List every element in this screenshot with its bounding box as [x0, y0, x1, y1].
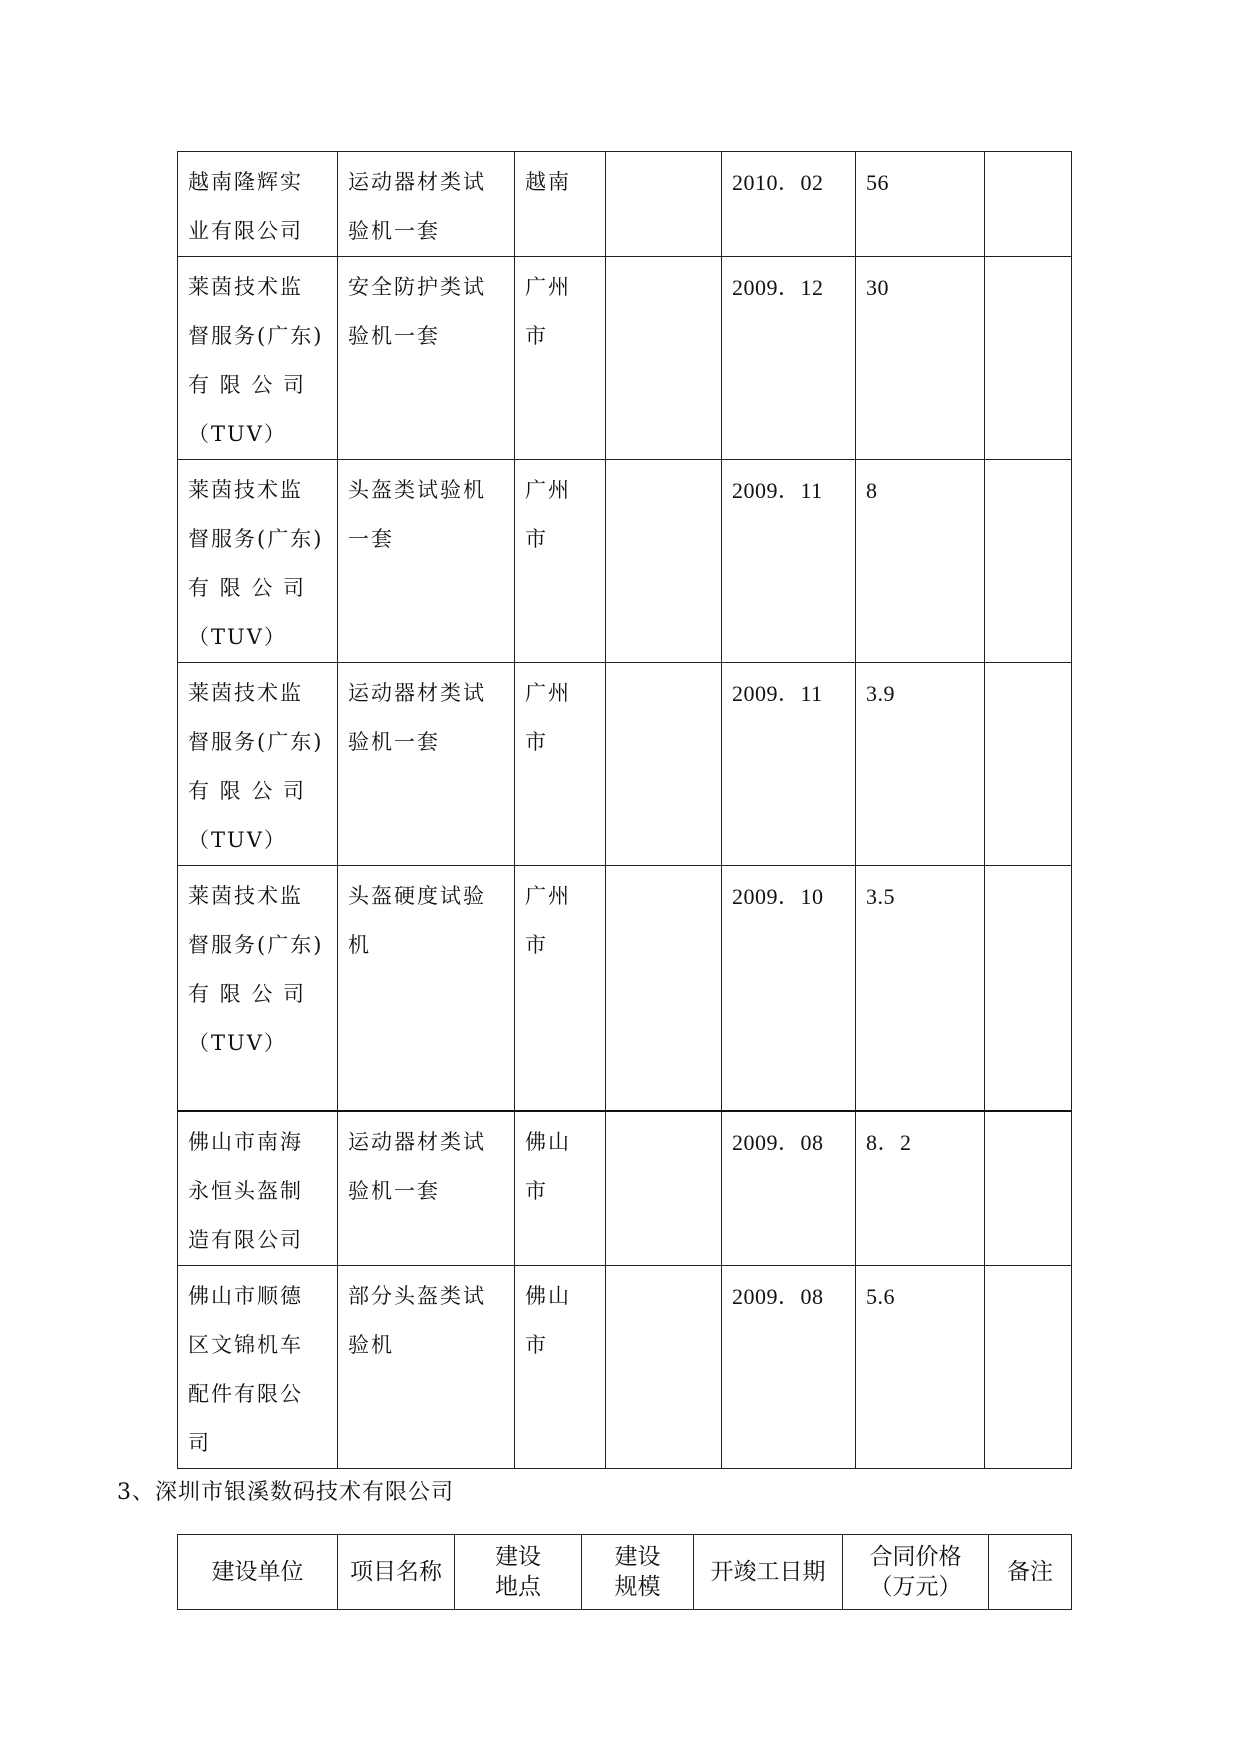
cell-location [515, 1265, 606, 1468]
cell-date-text: 2009．11 [732, 681, 823, 706]
cell-location-text: 广州 市 [525, 478, 571, 551]
cell-note [985, 866, 1072, 1111]
table-row [178, 1265, 1072, 1468]
cell-project-text: 部分头盔类试 验机 [348, 1283, 486, 1357]
cell-location [515, 257, 606, 460]
cell-note [985, 1111, 1072, 1266]
cell-price [856, 1265, 985, 1468]
cell-note [985, 460, 1072, 663]
header-table [177, 1534, 1072, 1610]
cell-location-text: 广州 市 [525, 681, 571, 754]
cell-scale-text [606, 663, 721, 669]
cell-project [338, 866, 515, 1111]
cell-date [722, 663, 856, 866]
cell-date [722, 866, 856, 1111]
cell-unit [178, 866, 338, 1111]
cell-date-text: 2009．11 [732, 478, 823, 503]
table-row [178, 663, 1072, 866]
cell-unit-text: 莱茵技术监 督服务(广东) 有 限 公 司 （TUV） [188, 478, 324, 649]
cell-date [722, 1265, 856, 1468]
cell-note-text [985, 1266, 1071, 1272]
cell-scale [606, 866, 722, 1111]
table-row [178, 257, 1072, 460]
cell-price-text: 8 [866, 478, 878, 503]
cell-price-text: 5.6 [866, 1283, 895, 1309]
cell-price-text: 3.5 [866, 884, 895, 909]
cell-price [856, 866, 985, 1111]
header-cell-scale: 建设 规模 [582, 1535, 694, 1610]
cell-date-text: 2009．10 [732, 884, 824, 909]
cell-note-text [985, 257, 1071, 263]
cell-note-text [985, 663, 1071, 669]
cell-unit-text: 莱茵技术监 督服务(广东) 有 限 公 司 （TUV） [188, 884, 324, 1055]
header-cell-project: 项目名称 [338, 1535, 455, 1610]
cell-location-text: 广州 市 [525, 884, 571, 957]
cell-scale [606, 257, 722, 460]
cell-location-text: 越南 [525, 170, 571, 194]
cell-unit [178, 257, 338, 460]
cell-price [856, 152, 985, 257]
cell-project-text: 运动器材类试 验机一套 [348, 1129, 486, 1203]
table-row [178, 460, 1072, 663]
cell-scale [606, 152, 722, 257]
cell-scale-text [606, 257, 721, 263]
cell-price [856, 663, 985, 866]
cell-project [338, 663, 515, 866]
header-cell-location: 建设 地点 [455, 1535, 582, 1610]
cell-note-text [985, 1112, 1071, 1118]
cell-note-text [985, 460, 1071, 466]
cell-note [985, 663, 1072, 866]
table-row [178, 1111, 1072, 1266]
cell-location [515, 866, 606, 1111]
cell-price [856, 460, 985, 663]
cell-scale [606, 460, 722, 663]
cell-location [515, 1111, 606, 1266]
cell-note [985, 1265, 1072, 1468]
cell-project-text: 运动器材类试 验机一套 [348, 681, 486, 754]
cell-project [338, 1111, 515, 1266]
header-cell-date: 开竣工日期 [694, 1535, 843, 1610]
cell-project [338, 1265, 515, 1468]
cell-unit-text: 莱茵技术监 督服务(广东) 有 限 公 司 （TUV） [188, 275, 324, 446]
cell-scale-text [606, 1266, 721, 1272]
cell-project-text: 头盔类试验机 一套 [348, 478, 486, 551]
cell-project-text: 安全防护类试 验机一套 [348, 275, 486, 348]
cell-note-text [985, 866, 1071, 872]
cell-scale-text [606, 460, 721, 466]
header-cell-unit: 建设单位 [178, 1535, 338, 1610]
cell-price-text: 30 [866, 275, 889, 300]
cell-project-text: 运动器材类试 验机一套 [348, 170, 486, 243]
cell-unit-text: 佛山市顺德 区文锦机车 配件有限公 司 [188, 1283, 303, 1455]
cell-location-text: 佛山 市 [525, 1129, 571, 1203]
table-row [178, 152, 1072, 257]
cell-price [856, 257, 985, 460]
cell-date-text: 2009．12 [732, 275, 824, 300]
cell-price-text: 8．2 [866, 1129, 912, 1155]
cell-unit-text: 越南隆辉实 业有限公司 [188, 170, 303, 243]
cell-price-text: 3.9 [866, 681, 895, 706]
cell-date [722, 257, 856, 460]
cell-price [856, 1111, 985, 1266]
cell-scale [606, 1265, 722, 1468]
cell-scale-text [606, 1112, 721, 1118]
cell-project [338, 460, 515, 663]
cell-scale [606, 663, 722, 866]
cell-scale-text [606, 152, 721, 158]
cell-date [722, 152, 856, 257]
cell-unit [178, 1111, 338, 1266]
cell-unit [178, 1265, 338, 1468]
cell-unit [178, 663, 338, 866]
cell-date-text: 2010．02 [732, 170, 824, 195]
cell-location [515, 663, 606, 866]
cell-location-text: 佛山 市 [525, 1283, 571, 1357]
cell-note [985, 257, 1072, 460]
cell-price-text: 56 [866, 170, 889, 195]
cell-date-text: 2009．08 [732, 1283, 824, 1309]
cell-date [722, 460, 856, 663]
header-cell-note: 备注 [989, 1535, 1072, 1610]
cell-unit [178, 460, 338, 663]
cell-scale [606, 1111, 722, 1266]
header-cell-price: 合同价格 （万元） [843, 1535, 989, 1610]
cell-project [338, 152, 515, 257]
cell-project-text: 头盔硬度试验 机 [348, 884, 486, 957]
cell-location-text: 广州 市 [525, 275, 571, 348]
cell-note [985, 152, 1072, 257]
project-table [177, 151, 1072, 1469]
cell-location [515, 152, 606, 257]
cell-location [515, 460, 606, 663]
cell-unit [178, 152, 338, 257]
cell-project [338, 257, 515, 460]
cell-date-text: 2009．08 [732, 1129, 824, 1155]
header-row [178, 1535, 1072, 1610]
table-row [178, 866, 1072, 1111]
cell-unit-text: 莱茵技术监 督服务(广东) 有 限 公 司 （TUV） [188, 681, 324, 852]
cell-unit-text: 佛山市南海 永恒头盔制 造有限公司 [188, 1129, 303, 1252]
section-heading: 3、深圳市银溪数码技术有限公司 [117, 1480, 454, 1505]
cell-scale-text [606, 866, 721, 872]
cell-date [722, 1111, 856, 1266]
cell-note-text [985, 152, 1071, 158]
